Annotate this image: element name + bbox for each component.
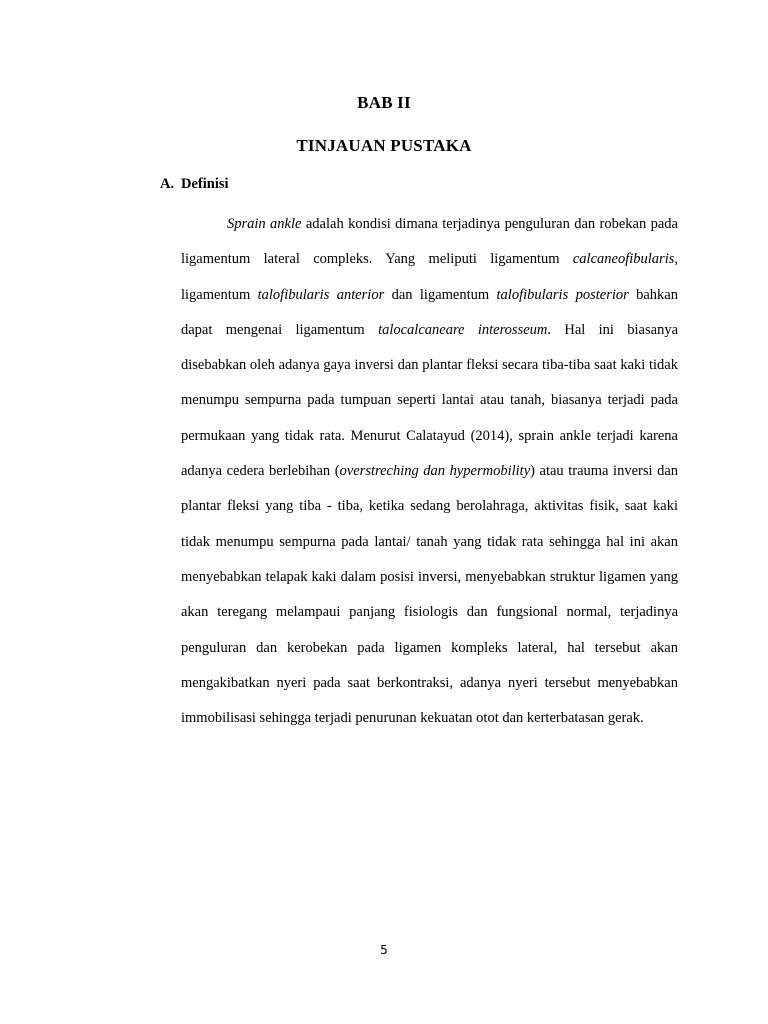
- section-letter: A.: [160, 176, 175, 192]
- paragraph-run-italic: Sprain ankle: [227, 216, 302, 232]
- paragraph-run-italic: talocalcaneare interosseum: [378, 321, 548, 338]
- body-paragraph: [181, 207, 678, 736]
- paragraph-run-italic: talofibularis anterior: [257, 286, 385, 303]
- section-heading: [160, 176, 229, 193]
- page-number: 5: [380, 943, 388, 957]
- paragraph-run: ) atau trauma inversi dan plantar fleksi yang tiba - tiba, ketika sedang berolahraga, aktivitas fisik, saat kaki tidak menumpu sempurna pada lantai/ tanah yang tidak rata sehingga hal ini akan menyebabkan telapak kaki dalam posisi inversi, menyebabkan struktur ligamen yang akan teregang melampaui panjang fisiologis dan fungsional normal, terjadinya penguluran dan kerobekan pada ligamen kompleks lateral, hal tersebut akan mengakibatkan nyeri pada saat berkontraksi, adanya nyeri tersebut menyebabkan immobilisasi sehingga terjadi penurunan kekuatan otot dan kerterbatasan gerak.: [181, 463, 679, 727]
- paragraph-run: adalah kondisi dimana terjadinya penguluran dan robekan pada ligamentum lateral compleks. Yang meliputi ligamentum: [181, 216, 678, 268]
- paragraph-run: ligamentum: [181, 286, 258, 303]
- section-title: Definisi: [181, 176, 229, 192]
- paragraph-run: bahkan dapat mengenai ligamentum: [181, 286, 678, 338]
- chapter-label: BAB II: [357, 93, 411, 112]
- chapter-title: TINJAUAN PUSTAKA: [296, 136, 472, 155]
- paragraph-run: . Hal ini biasanya disebabkan oleh adanya gaya inversi dan plantar fleksi secara tiba-tiba saat kaki tidak menumpu sempurna pada tumpuan seperti lantai atau tanah, biasanya terjadi pada permukaan yang tidak rata. Menurut Calatayud (2014), sprain ankle terjadi karena adanya cedera berlebihan (: [181, 321, 679, 480]
- paragraph-run-italic: calcaneofibularis,: [572, 251, 678, 268]
- paragraph-run-italic: talofibularis posterior: [496, 286, 629, 303]
- paragraph-run-italic: overstreching dan hypermobility: [339, 463, 531, 480]
- paragraph-run: dan ligamentum: [384, 286, 497, 303]
